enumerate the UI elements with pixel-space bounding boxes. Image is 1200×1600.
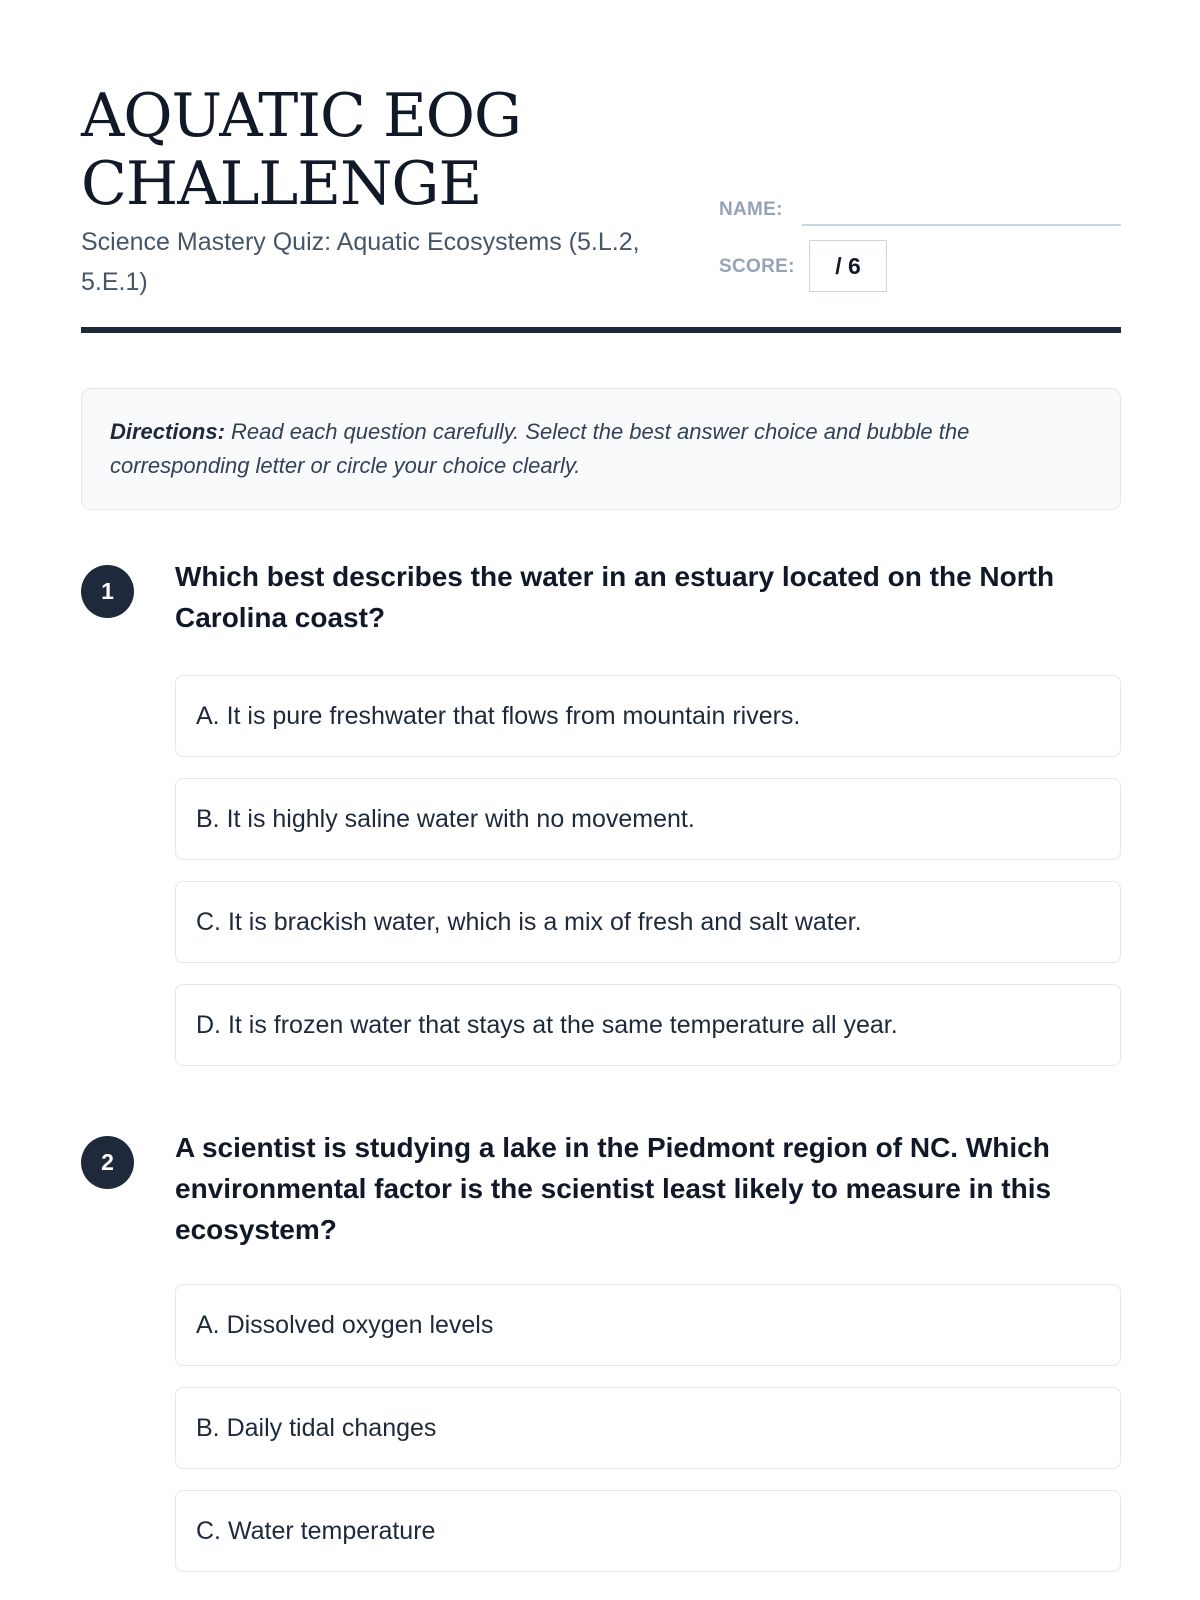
choice-c[interactable]: C. Water temperature xyxy=(175,1490,1121,1572)
question-number-badge: 2 xyxy=(81,1136,134,1189)
page-title xyxy=(81,82,721,218)
name-label: NAME: xyxy=(719,199,783,220)
choice-a[interactable]: A. It is pure freshwater that flows from mountain rivers. xyxy=(175,675,1121,757)
question-text-emphasis: least xyxy=(662,1173,726,1204)
subtitle-line-1: Science Mastery Quiz: Aquatic Ecosystems (5.L.2, xyxy=(81,228,640,256)
quiz-page xyxy=(81,0,1121,1545)
directions-lead: Directions: xyxy=(110,419,225,444)
question-text: Which best describes the water in an estuary located on the North Carolina coast? xyxy=(175,561,1055,633)
question-text-start: A scientist is studying a lake in the Piedmont region of NC. Which environmental factor is the scientist xyxy=(175,1132,1050,1204)
directions-box xyxy=(81,388,1121,510)
question-text xyxy=(175,1127,1121,1250)
title-line-1: AQUATIC EOG xyxy=(81,81,521,151)
choice-a[interactable]: A. Dissolved oxygen levels xyxy=(175,1284,1121,1366)
question-text-end: likely to measure in this ecosystem? xyxy=(175,1173,1052,1245)
choice-c[interactable]: C. It is brackish water, which is a mix of fresh and salt water. xyxy=(175,881,1121,963)
quiz-header xyxy=(81,0,1121,334)
header-divider xyxy=(81,327,1121,333)
score-box: / 6 xyxy=(809,240,887,292)
page-subtitle xyxy=(81,222,721,302)
subtitle-line-2: 5.E.1) xyxy=(81,268,148,296)
directions-text: Read each question carefully. Select the best answer choice and bubble the corresponding letter or circle your choice clearly. xyxy=(110,419,970,478)
choice-d[interactable]: D. It is frozen water that stays at the same temperature all year. xyxy=(175,984,1121,1066)
choice-b[interactable]: B. Daily tidal changes xyxy=(175,1387,1121,1469)
question-number-badge: 1 xyxy=(81,565,134,618)
score-label: SCORE: xyxy=(719,256,795,277)
choice-b[interactable]: B. It is highly saline water with no movement. xyxy=(175,778,1121,860)
name-field[interactable] xyxy=(802,224,1121,226)
title-line-2: CHALLENGE xyxy=(81,149,482,219)
